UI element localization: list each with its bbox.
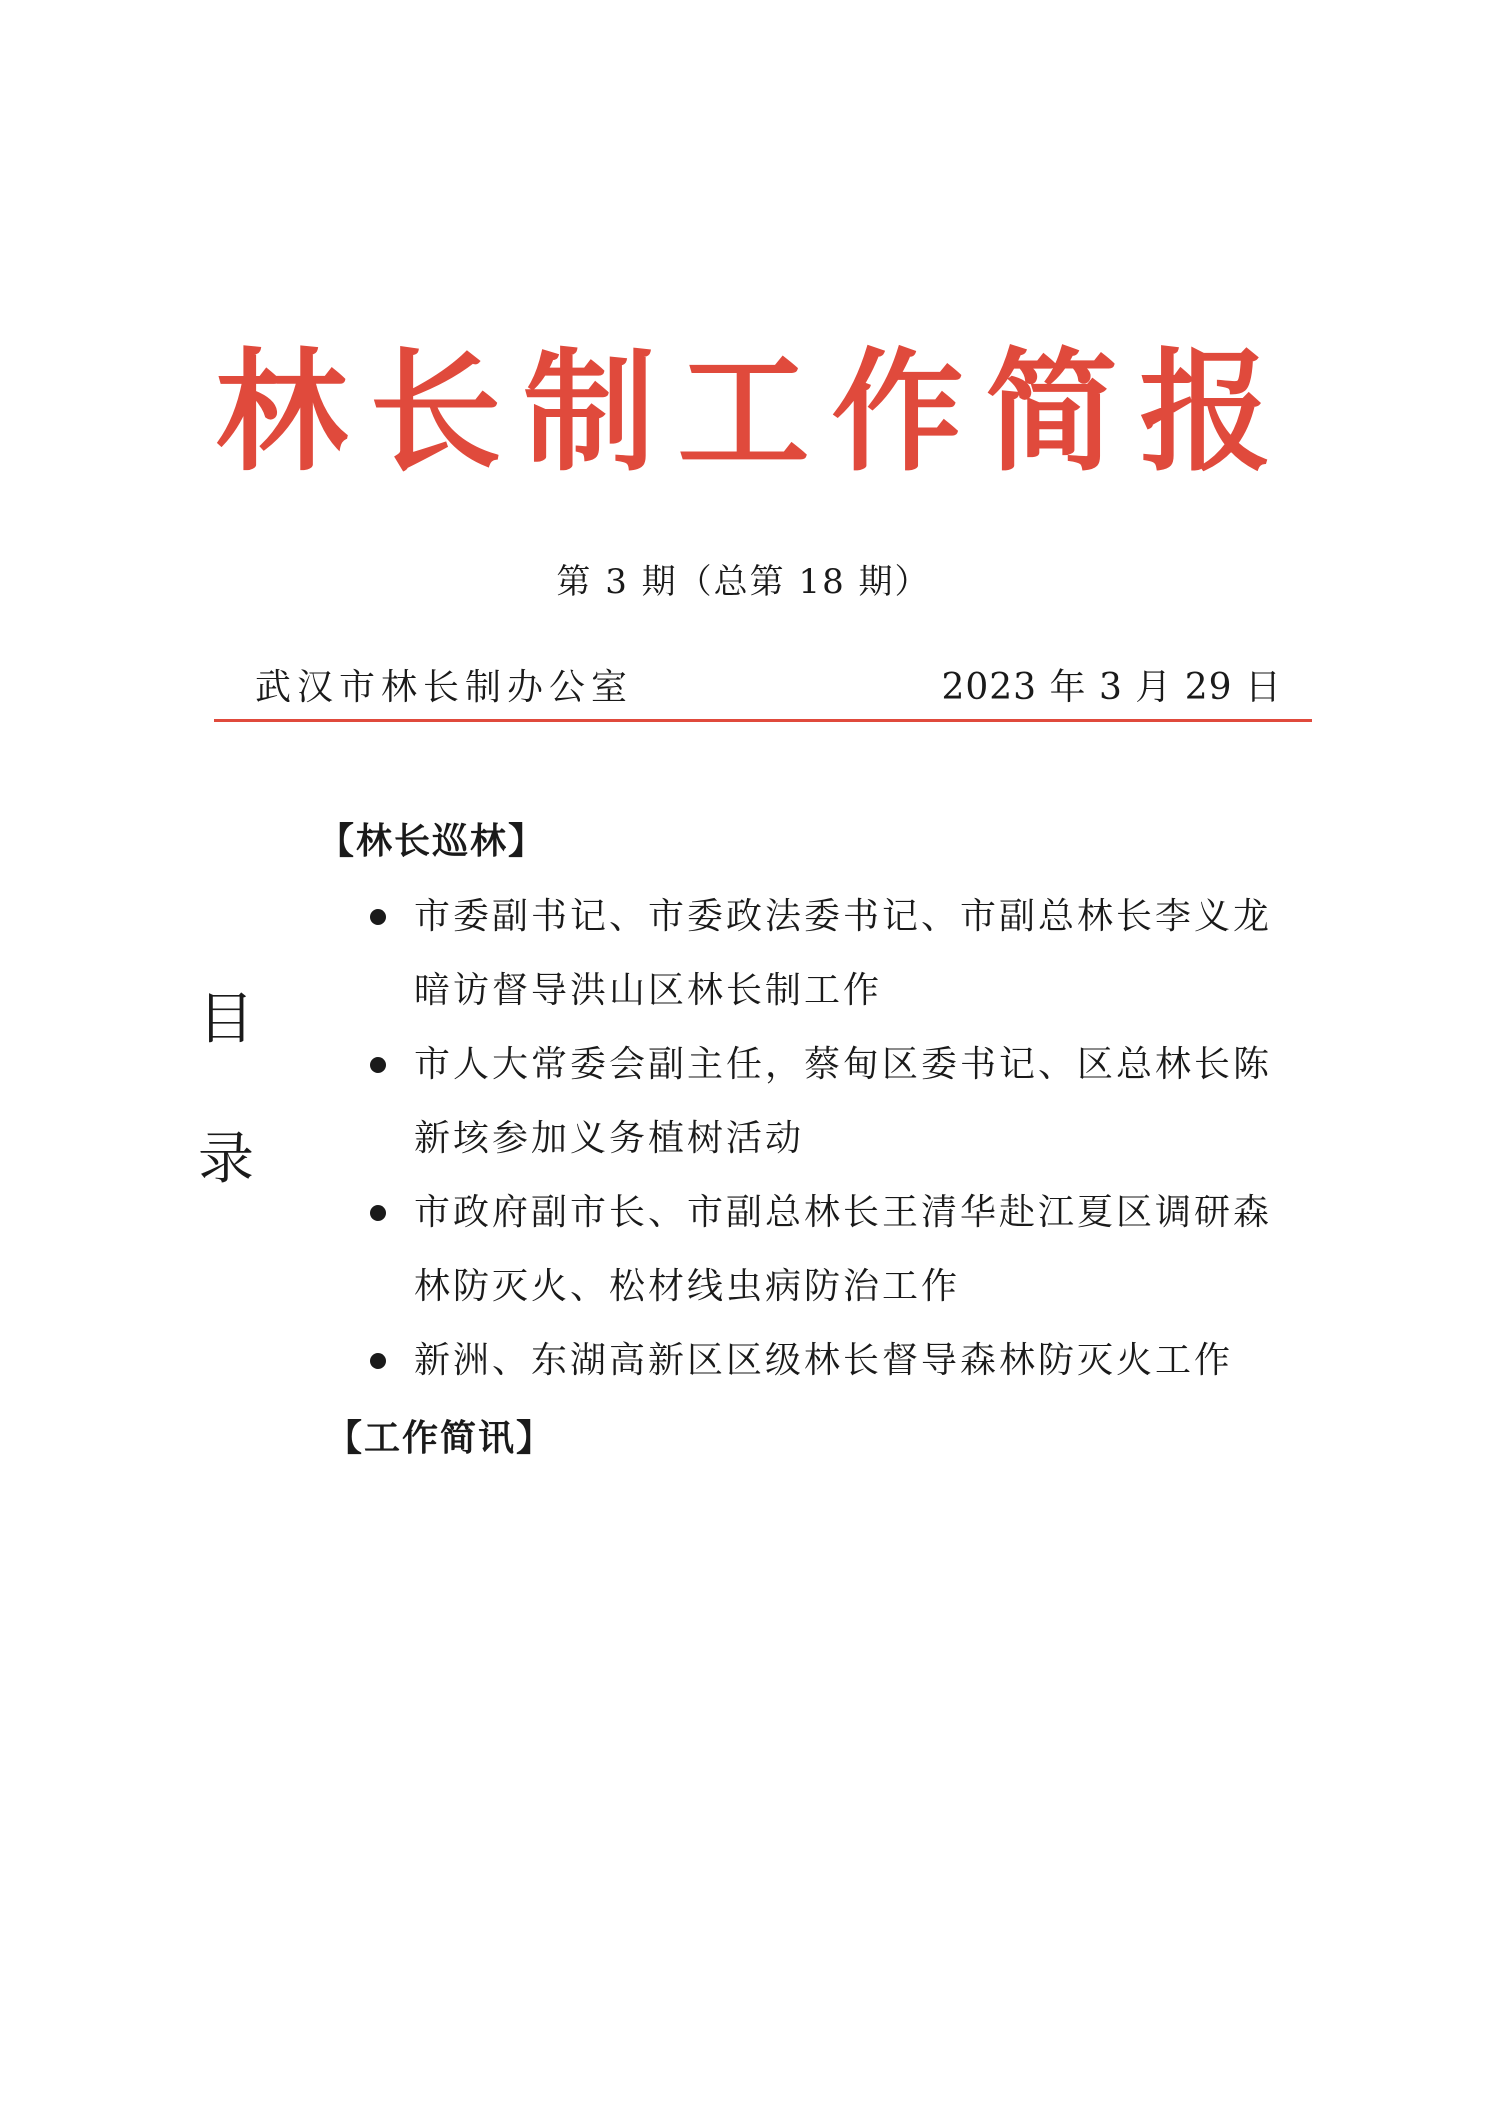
toc-list bbox=[370, 880, 1310, 1398]
toc-item bbox=[370, 880, 1310, 1028]
masthead-title: 林长制工作简报 bbox=[215, 335, 1294, 490]
toc-item-text: 新洲、东湖高新区区级林长督导森林防灭火工作 bbox=[414, 1340, 1234, 1381]
toc-label-char-1: 目 bbox=[198, 987, 254, 1052]
toc-item bbox=[370, 1028, 1310, 1176]
section-heading-patrol: 【林长巡林】 bbox=[318, 820, 547, 862]
header-divider bbox=[214, 719, 1312, 722]
toc-item bbox=[370, 1324, 1310, 1398]
toc-item-text: 市委副书记、市委政法委书记、市副总林长李义龙暗访督导洪山区林长制工作 bbox=[414, 896, 1273, 1011]
bullet-icon bbox=[370, 1057, 386, 1073]
publisher-name: 武汉市林长制办公室 bbox=[255, 667, 634, 708]
bullet-icon bbox=[370, 1205, 386, 1221]
toc-label-char-2: 录 bbox=[198, 1127, 254, 1192]
publication-date: 2023 年 3 月 29 日 bbox=[941, 667, 1282, 708]
toc-item bbox=[370, 1176, 1310, 1324]
toc-item-text: 市政府副市长、市副总林长王清华赴江夏区调研森林防灭火、松材线虫病防治工作 bbox=[414, 1192, 1273, 1307]
bullet-icon bbox=[370, 909, 386, 925]
section-heading-news: 【工作简讯】 bbox=[326, 1417, 555, 1459]
issue-number: 第 3 期（总第 18 期） bbox=[556, 562, 931, 602]
toc-item-text: 市人大常委会副主任，蔡甸区委书记、区总林长陈新垓参加义务植树活动 bbox=[414, 1044, 1273, 1159]
bullet-icon bbox=[370, 1353, 386, 1369]
publisher-row bbox=[215, 663, 1310, 719]
